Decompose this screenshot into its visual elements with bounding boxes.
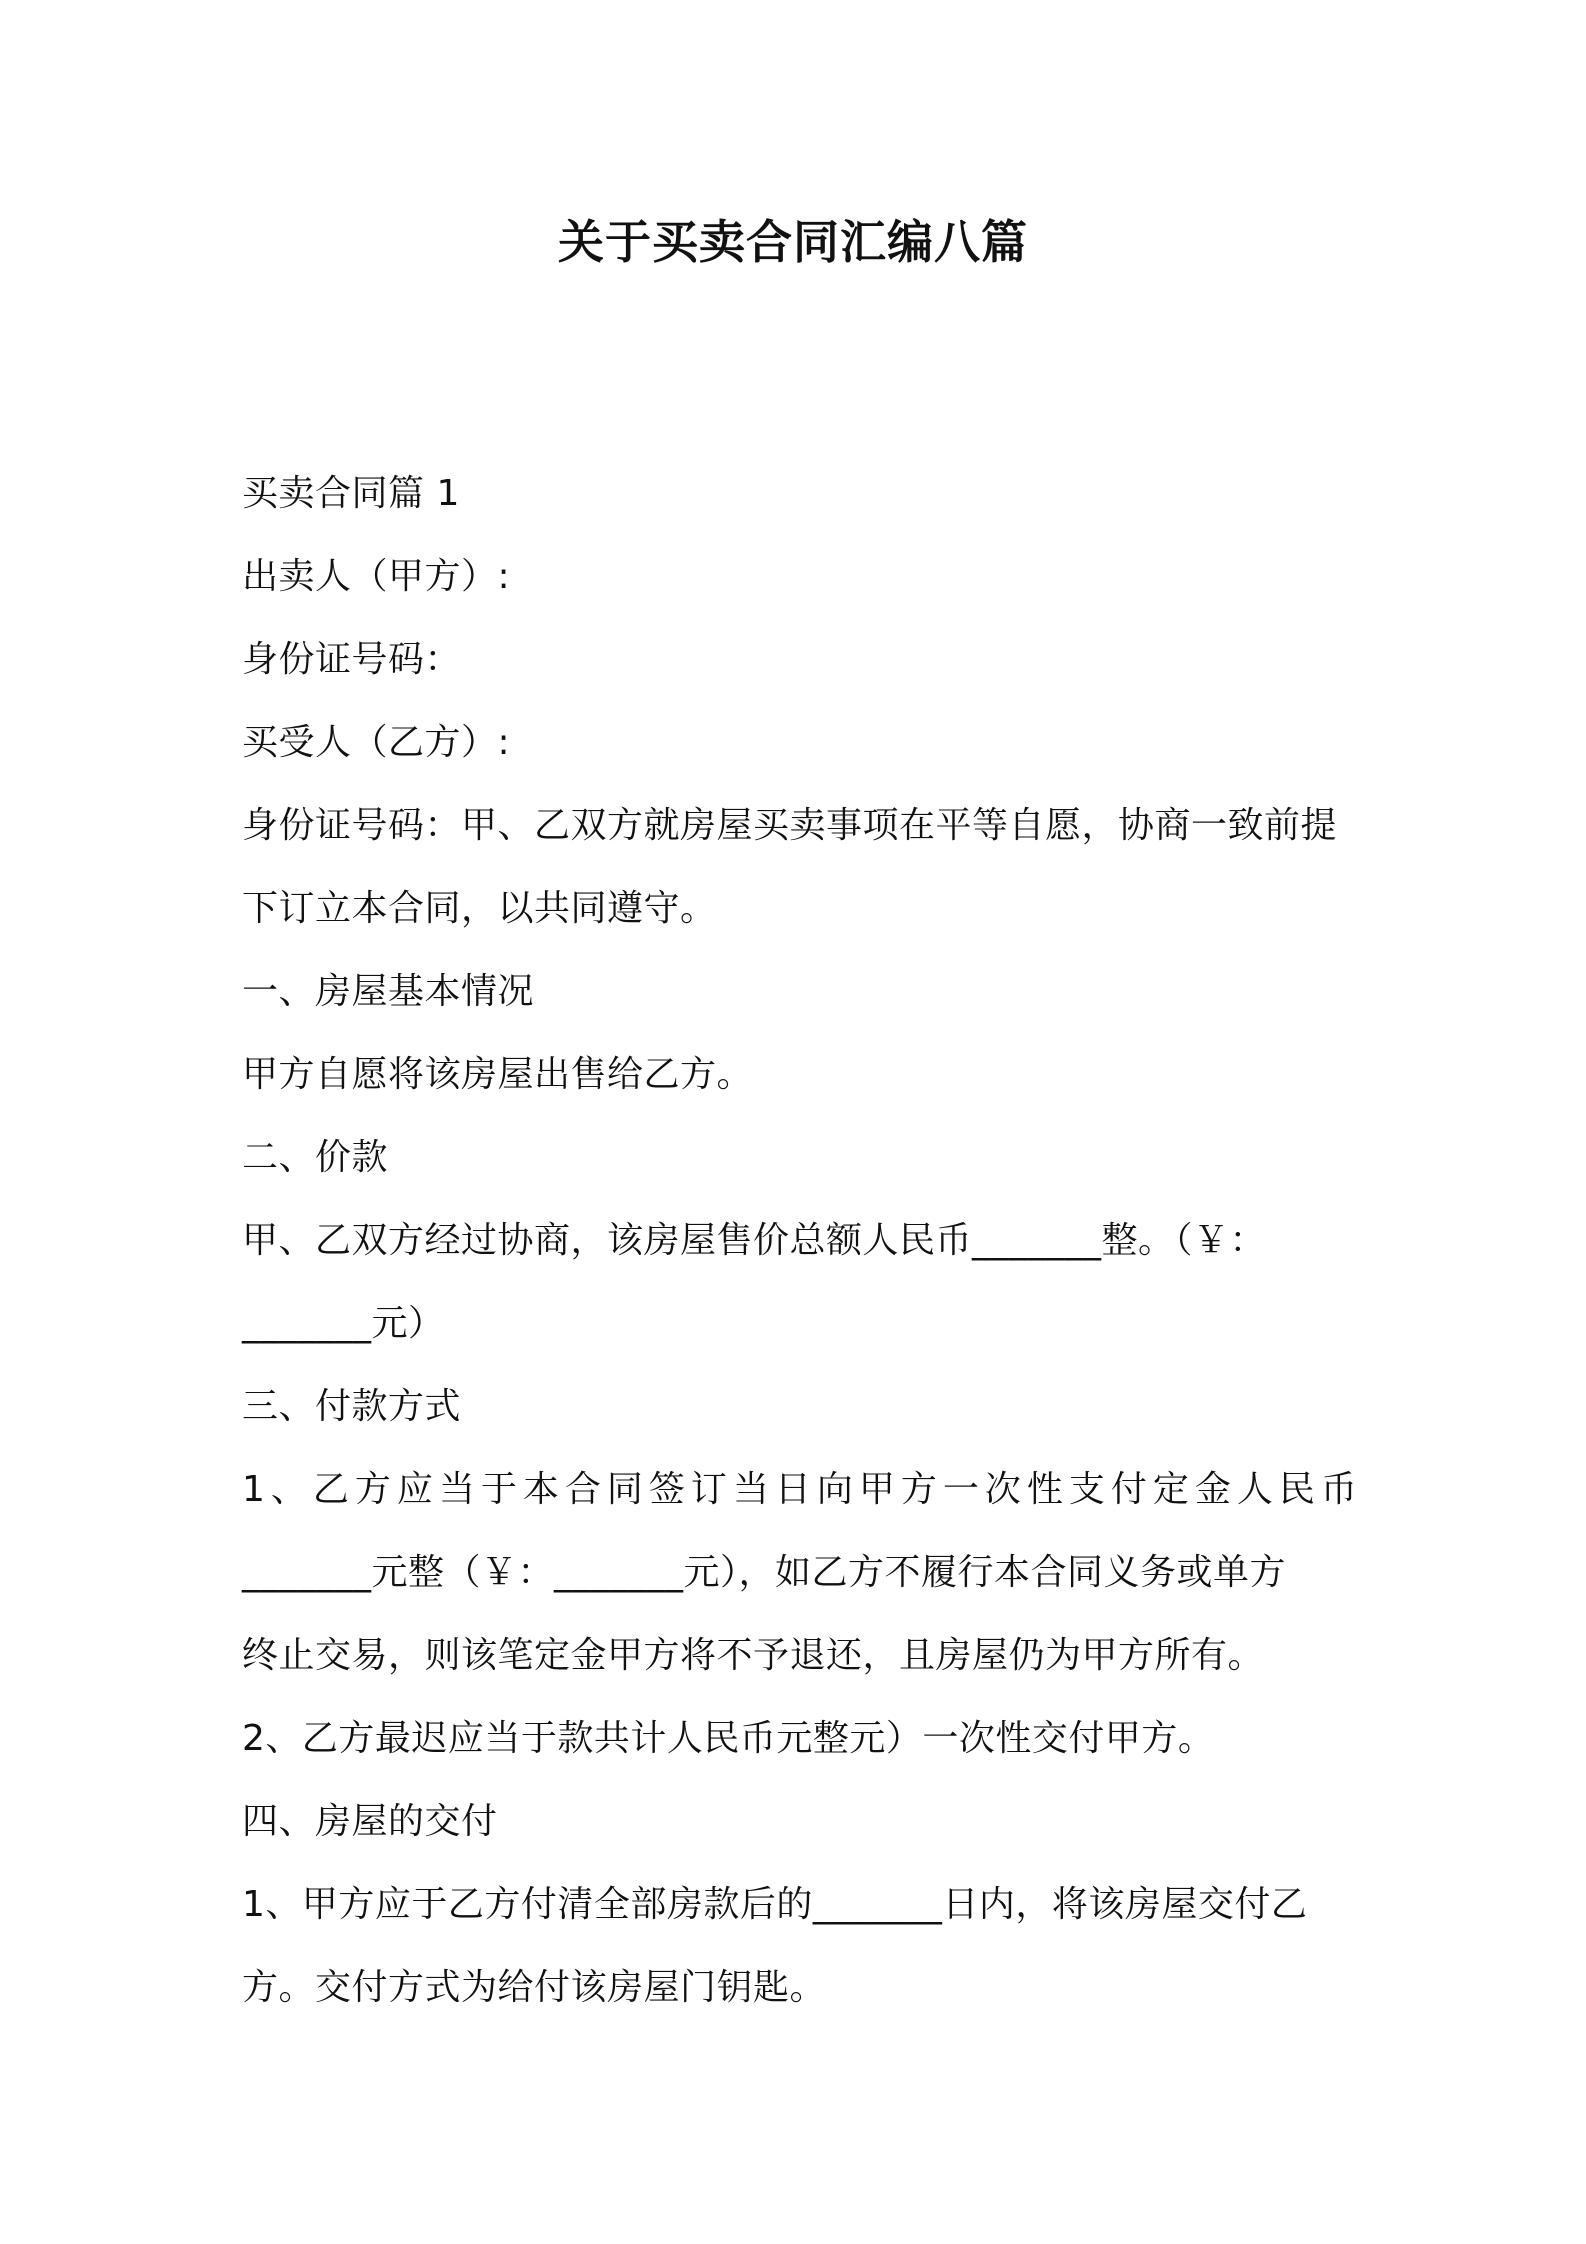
section-heading-payment: 三、付款方式 <box>242 1386 462 1427</box>
buyer-id-paragraph: 身份证号码：甲、乙双方就房屋买卖事项在平等自愿，协商一致前提 <box>242 805 1338 846</box>
seller-line: 出卖人（甲方）: <box>242 556 511 597</box>
seller-id-line: 身份证号码： <box>242 639 462 680</box>
payment-clause-1: 1、乙方应当于本合同签订当日向甲方一次性支付定金人民币 <box>242 1469 1363 1510</box>
section-heading-house-info: 一、房屋基本情况 <box>242 971 535 1012</box>
section-heading-contract-1: 买卖合同篇 1 <box>242 473 460 514</box>
price-paragraph: 甲、乙双方经过协商，该房屋售价总额人民币_______整。（￥： <box>242 1220 1267 1261</box>
document-title: 关于买卖合同汇编八篇 <box>558 215 1028 269</box>
payment-clause-1-end: 终止交易，则该笔定金甲方将不予退还，且房屋仍为甲方所有。 <box>242 1635 1265 1676</box>
document-body <box>242 452 1363 2029</box>
house-info-paragraph: 甲方自愿将该房屋出售给乙方。 <box>242 1054 754 1095</box>
buyer-line: 买受人（乙方）: <box>242 722 511 763</box>
payment-clause-1-continued: _______元整（￥：_______元），如乙方不履行本合同义务或单方 <box>242 1552 1287 1593</box>
delivery-clause-1: 1、甲方应于乙方付清全部房款后的_______日内，将该房屋交付乙 <box>242 1884 1308 1925</box>
section-heading-price: 二、价款 <box>242 1137 389 1178</box>
buyer-id-paragraph-continued: 下订立本合同，以共同遵守。 <box>242 888 717 929</box>
payment-clause-2: 2、乙方最迟应当于款共计人民币元整元）一次性交付甲方。 <box>242 1718 1215 1759</box>
price-paragraph-continued: _______元） <box>242 1303 445 1344</box>
section-heading-delivery: 四、房屋的交付 <box>242 1801 498 1842</box>
delivery-clause-1-continued: 方。交付方式为给付该房屋门钥匙。 <box>242 1967 827 2008</box>
